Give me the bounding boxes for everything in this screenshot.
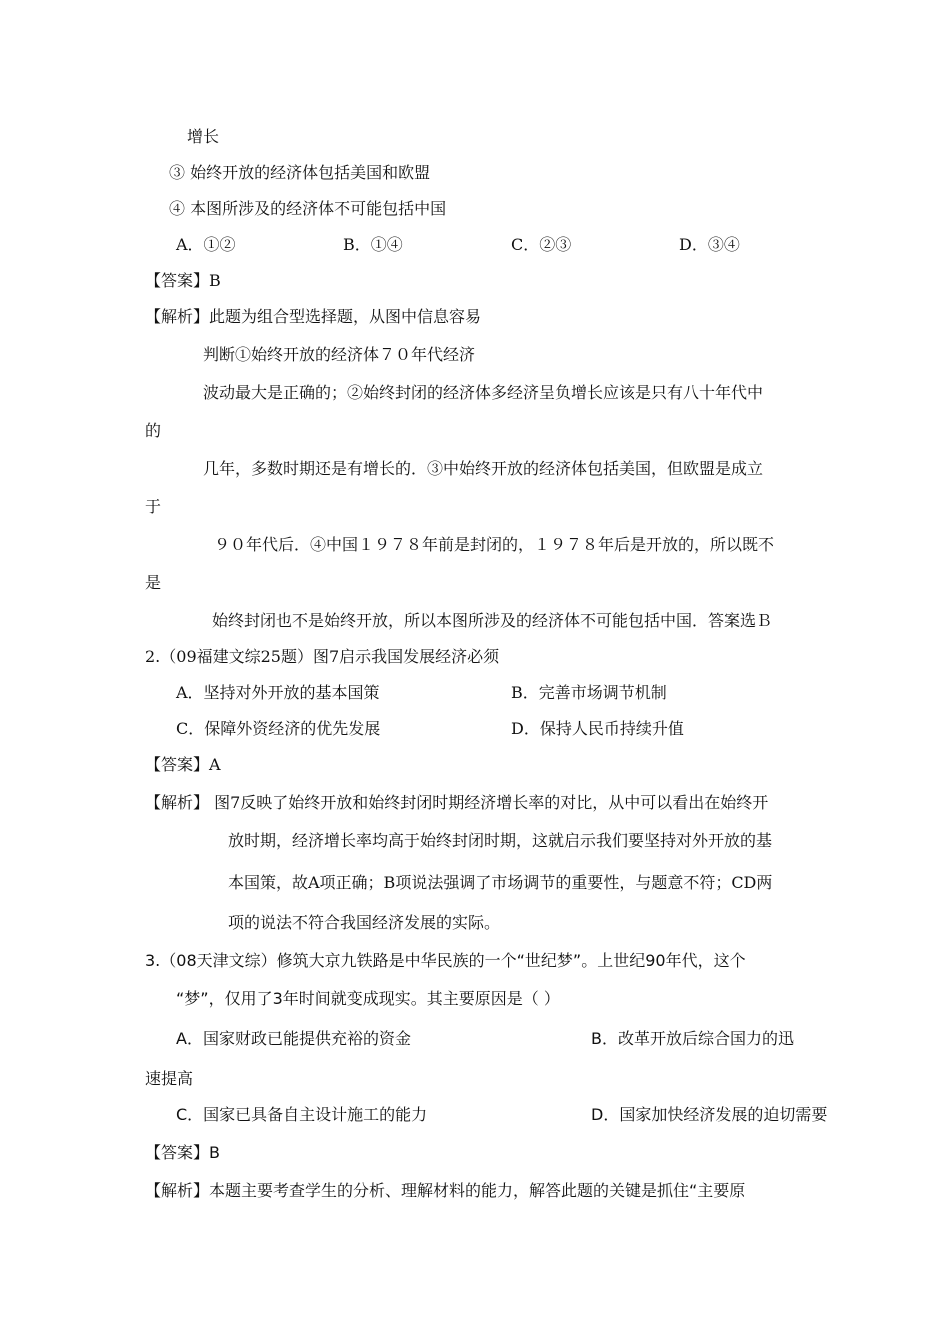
q1-choice-b: B．①④	[343, 235, 403, 254]
q2-choice-c: C．保障外资经济的优先发展	[176, 719, 381, 738]
q1-choice-a: A．①②	[176, 235, 236, 254]
q3-answer: 【答案】B	[145, 1143, 220, 1162]
q1-choice-c: C．②③	[511, 235, 572, 254]
q2-choice-a: A．坚持对外开放的基本国策	[176, 683, 380, 702]
q2-answer: 【答案】A	[145, 755, 221, 774]
q1-analysis-line: 始终封闭也不是始终开放，所以本图所涉及的经济体不可能包括中国．答案选Ｂ	[212, 611, 773, 630]
q1-choice-d: D．③④	[679, 235, 740, 254]
q1-option-2-continuation: 增长	[187, 127, 220, 146]
q1-analysis-line: ９０年代后．④中国１９７８年前是封闭的，１９７８年后是开放的，所以既不	[214, 535, 775, 554]
q2-analysis-line: 【解析】 图7反映了始终开放和始终封闭时期经济增长率的对比，从中可以看出在始终开	[145, 793, 769, 812]
q3-choice-c: C．国家已具备自主设计施工的能力	[176, 1105, 428, 1124]
q3-choice-b: B．改革开放后综合国力的迅	[591, 1029, 794, 1048]
q1-analysis-line: 是	[145, 573, 162, 592]
q2-analysis-line: 放时期，经济增长率均高于始终封闭时期，这就启示我们要坚持对外开放的基	[228, 831, 773, 850]
q1-analysis-line: 的	[145, 421, 162, 440]
q3-analysis: 【解析】本题主要考查学生的分析、理解材料的能力，解答此题的关键是抓住“主要原	[145, 1181, 746, 1200]
q1-analysis-line: 判断①始终开放的经济体７０年代经济	[203, 345, 476, 364]
q1-answer: 【答案】B	[145, 271, 221, 290]
q1-analysis-line: 【解析】此题为组合型选择题，从图中信息容易	[145, 307, 482, 326]
q2-stem: 2.（09福建文综25题）图7启示我国发展经济必须	[145, 647, 500, 666]
q1-option-3: ③ 始终开放的经济体包括美国和欧盟	[169, 163, 431, 182]
q3-choice-d: D．国家加快经济发展的迫切需要	[591, 1105, 828, 1124]
q1-option-4: ④ 本图所涉及的经济体不可能包括中国	[169, 199, 447, 218]
q2-analysis-line: 本国策，故A项正确；B项说法强调了市场调节的重要性，与题意不符；CD两	[228, 873, 773, 892]
q2-choice-b: B．完善市场调节机制	[511, 683, 667, 702]
q1-analysis-line: 几年，多数时期还是有增长的．③中始终开放的经济体包括美国，但欧盟是成立	[203, 459, 764, 478]
q1-analysis-line: 于	[145, 497, 162, 516]
q3-choice-b-continuation: 速提高	[145, 1069, 194, 1088]
q3-choice-a: A．国家财政已能提供充裕的资金	[176, 1029, 411, 1048]
q3-stem-line: 3.（08天津文综）修筑大京九铁路是中华民族的一个“世纪梦”。上世纪90年代，这个	[145, 951, 746, 970]
q2-analysis-line: 项的说法不符合我国经济发展的实际。	[228, 913, 501, 932]
q3-stem-line: “梦”，仅用了3年时间就变成现实。其主要原因是（ ）	[176, 989, 560, 1008]
q2-choice-d: D．保持人民币持续升值	[511, 719, 684, 738]
q1-analysis-line: 波动最大是正确的；②始终封闭的经济体多经济呈负增长应该是只有八十年代中	[203, 383, 764, 402]
